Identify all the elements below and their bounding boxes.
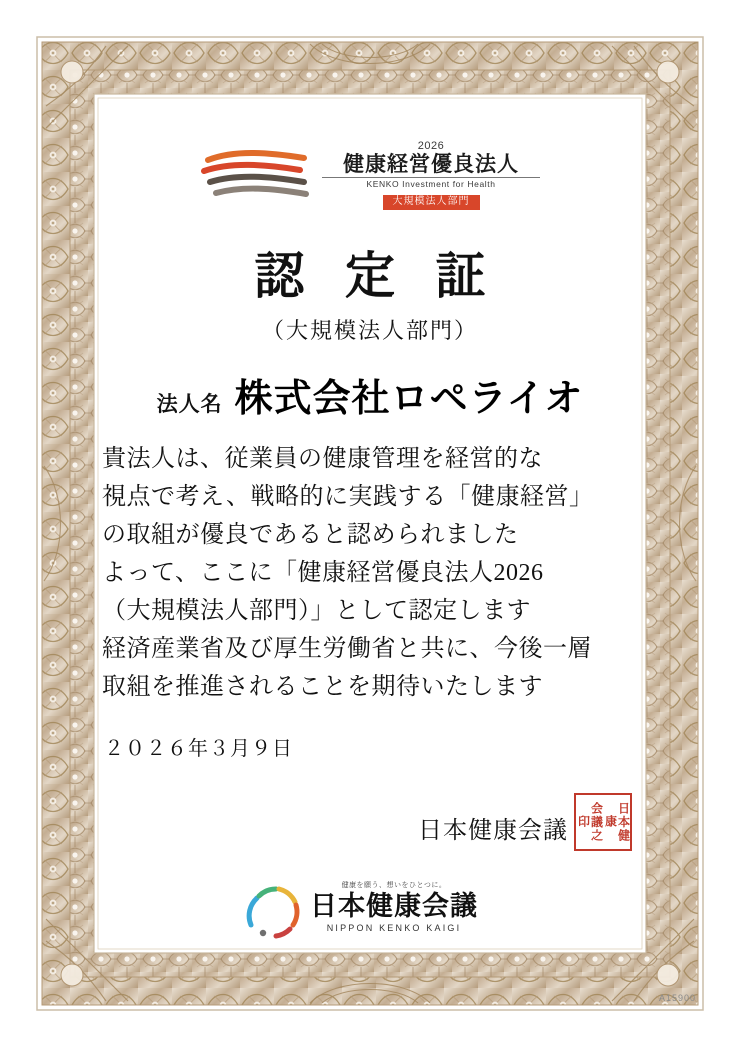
body-line: 視点で考え、戦略的に実践する「健康経営」 (102, 484, 594, 510)
footer-logo-text (284, 881, 504, 934)
nippon-kenko-kaigi-logo (96, 873, 644, 951)
recipient-label: 法人名 (156, 392, 223, 416)
kenko-logo-text (322, 140, 540, 210)
certificate-content (96, 120, 644, 950)
body-line: 貴法人は、従業員の健康管理を経営的な (102, 446, 543, 472)
serial-number: A15900 (658, 993, 696, 1003)
issue-date: ２０２６年３月９日 (104, 738, 293, 760)
official-seal (574, 793, 632, 851)
body-line: （大規模法人部門）」として認定します (102, 598, 531, 624)
footer-tagline: 健康を願う、想いをひとつに。 (341, 882, 447, 889)
footer-english-name: NIPPON KENKO KAIGI (326, 923, 462, 933)
issuer-row (96, 789, 644, 853)
kenko-logo-english-text: KENKO Investment for Health (366, 179, 496, 189)
body-line: の取組が優良であると認められました (102, 522, 519, 548)
body-line: 取組を推進されることを期待いたします (102, 674, 543, 700)
certificate-subtitle: （大規模法人部門） (261, 318, 478, 343)
certificate-title: 認 定 証 (254, 248, 500, 304)
kenko-investment-logo (200, 140, 540, 212)
body-line: よって、ここに「健康経営優良法人2026 (102, 560, 544, 586)
recipient-name: 株式会社ロペライオ (234, 378, 584, 420)
seal-text-right: 日本健康 (603, 801, 631, 843)
footer-japanese-name: 日本健康会議 (310, 891, 478, 921)
seal-text-left: 会議之印 (576, 801, 604, 843)
issuer-name: 日本健康会議 (418, 818, 568, 844)
recipient-row (96, 367, 644, 422)
kenko-logo-year: 2026 (417, 140, 445, 152)
kenko-logo-main-text: 健康経営優良法人 (322, 152, 540, 178)
kenko-logo-category-badge: 大規模法人部門 (383, 195, 480, 210)
certificate-body (96, 440, 644, 706)
body-line: 経済産業省及び厚生労働省と共に、今後一層 (102, 636, 592, 662)
swoosh-icon (200, 146, 316, 204)
